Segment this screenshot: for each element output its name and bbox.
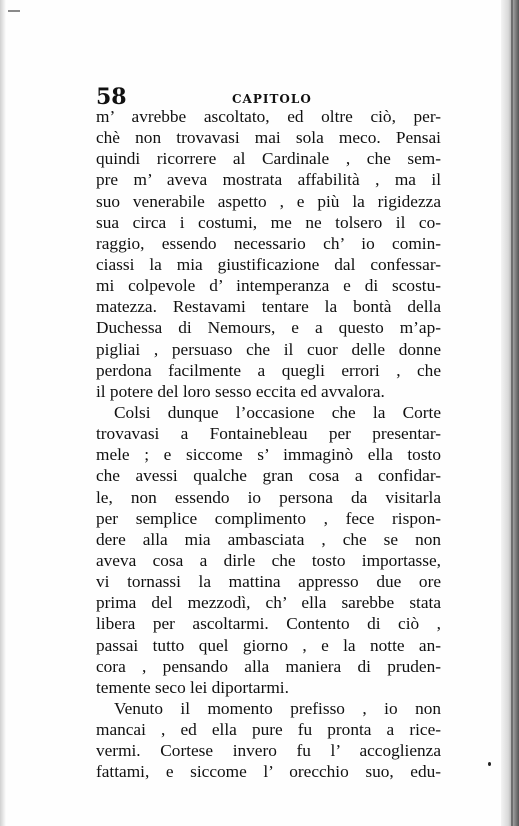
text-line: temente seco lei diportarmi.	[96, 677, 289, 697]
text-line: aveva cosa a dirle che tosto importasse,	[96, 550, 441, 570]
text-line: le, non essendo io persona da visitarla	[96, 487, 441, 507]
corner-smudge	[8, 10, 20, 12]
text-line: sua circa i costumi, me ne tolsero il co-	[96, 212, 441, 232]
text-line: Venuto il momento prefisso , io non	[114, 698, 441, 718]
text-line: vi tornassi la mattina appresso due ore	[96, 572, 441, 592]
ink-speck	[488, 762, 491, 766]
text-line: Colsi dunque l’occasione che la Corte	[114, 402, 441, 422]
binding-line	[511, 0, 513, 826]
text-line: per semplice complimento , fece rispon-	[96, 508, 441, 528]
page-binding-edge	[501, 0, 519, 826]
body-text	[96, 106, 441, 783]
text-line: matezza. Restavami tentare la bontà della	[96, 297, 441, 317]
text-line: dere alla mia ambasciata , che se non	[96, 529, 441, 549]
text-line: che avessi qualche gran cosa a confidar-	[96, 466, 441, 486]
text-line: suo venerabile aspetto , e più la rigidezza	[96, 191, 441, 211]
running-head: CAPITOLO	[232, 92, 312, 106]
text-line: m’ avrebbe ascoltato, ed oltre ciò, per-	[96, 107, 441, 126]
text-line: vermi. Cortese invero fu l’ accoglienza	[96, 741, 441, 761]
text-line: passai tutto quel giorno , e la notte an-	[96, 635, 441, 655]
text-line: raggio, essendo necessario ch’ io comin-	[96, 233, 441, 253]
text-line: mi colpevole d’ intemperanza e di scostu-	[96, 276, 441, 296]
text-line: mele ; e siccome s’ immaginò ella tosto	[96, 445, 441, 465]
text-line: quindi ricorrere al Cardinale , che sem-	[96, 149, 441, 169]
text-line: pre m’ aveva mostrata affabilità , ma il	[96, 170, 441, 190]
text-line: pigliai , persuaso che il cuor delle donne	[96, 339, 441, 359]
text-line: Duchessa di Nemours, e a questo m’ap-	[96, 318, 441, 338]
text-line: perdona facilmente a quegli errori , che	[96, 360, 441, 380]
page-number: 58	[96, 84, 127, 110]
text-line: chè non trovavasi mai sola meco. Pensai	[96, 128, 441, 148]
text-line: prima del mezzodì, ch’ ella sarebbe stata	[96, 593, 441, 613]
text-line: cora , pensando alla maniera di pruden-	[96, 656, 441, 676]
text-line: trovavasi a Fontainebleau per presentar-	[96, 424, 441, 444]
text-line: ciassi la mia giustificazione dal confessar-	[96, 254, 441, 274]
page-left-edge	[0, 0, 6, 826]
text-line: il potere del loro sesso eccita ed avvalora.	[96, 381, 385, 401]
text-line: fattami, e siccome l’ orecchio suo, edu-	[96, 762, 441, 782]
text-line: mancai , ed ella pure fu pronta a rice-	[96, 720, 441, 740]
text-line: libera per ascoltarmi. Contento di ciò ,	[96, 614, 441, 634]
